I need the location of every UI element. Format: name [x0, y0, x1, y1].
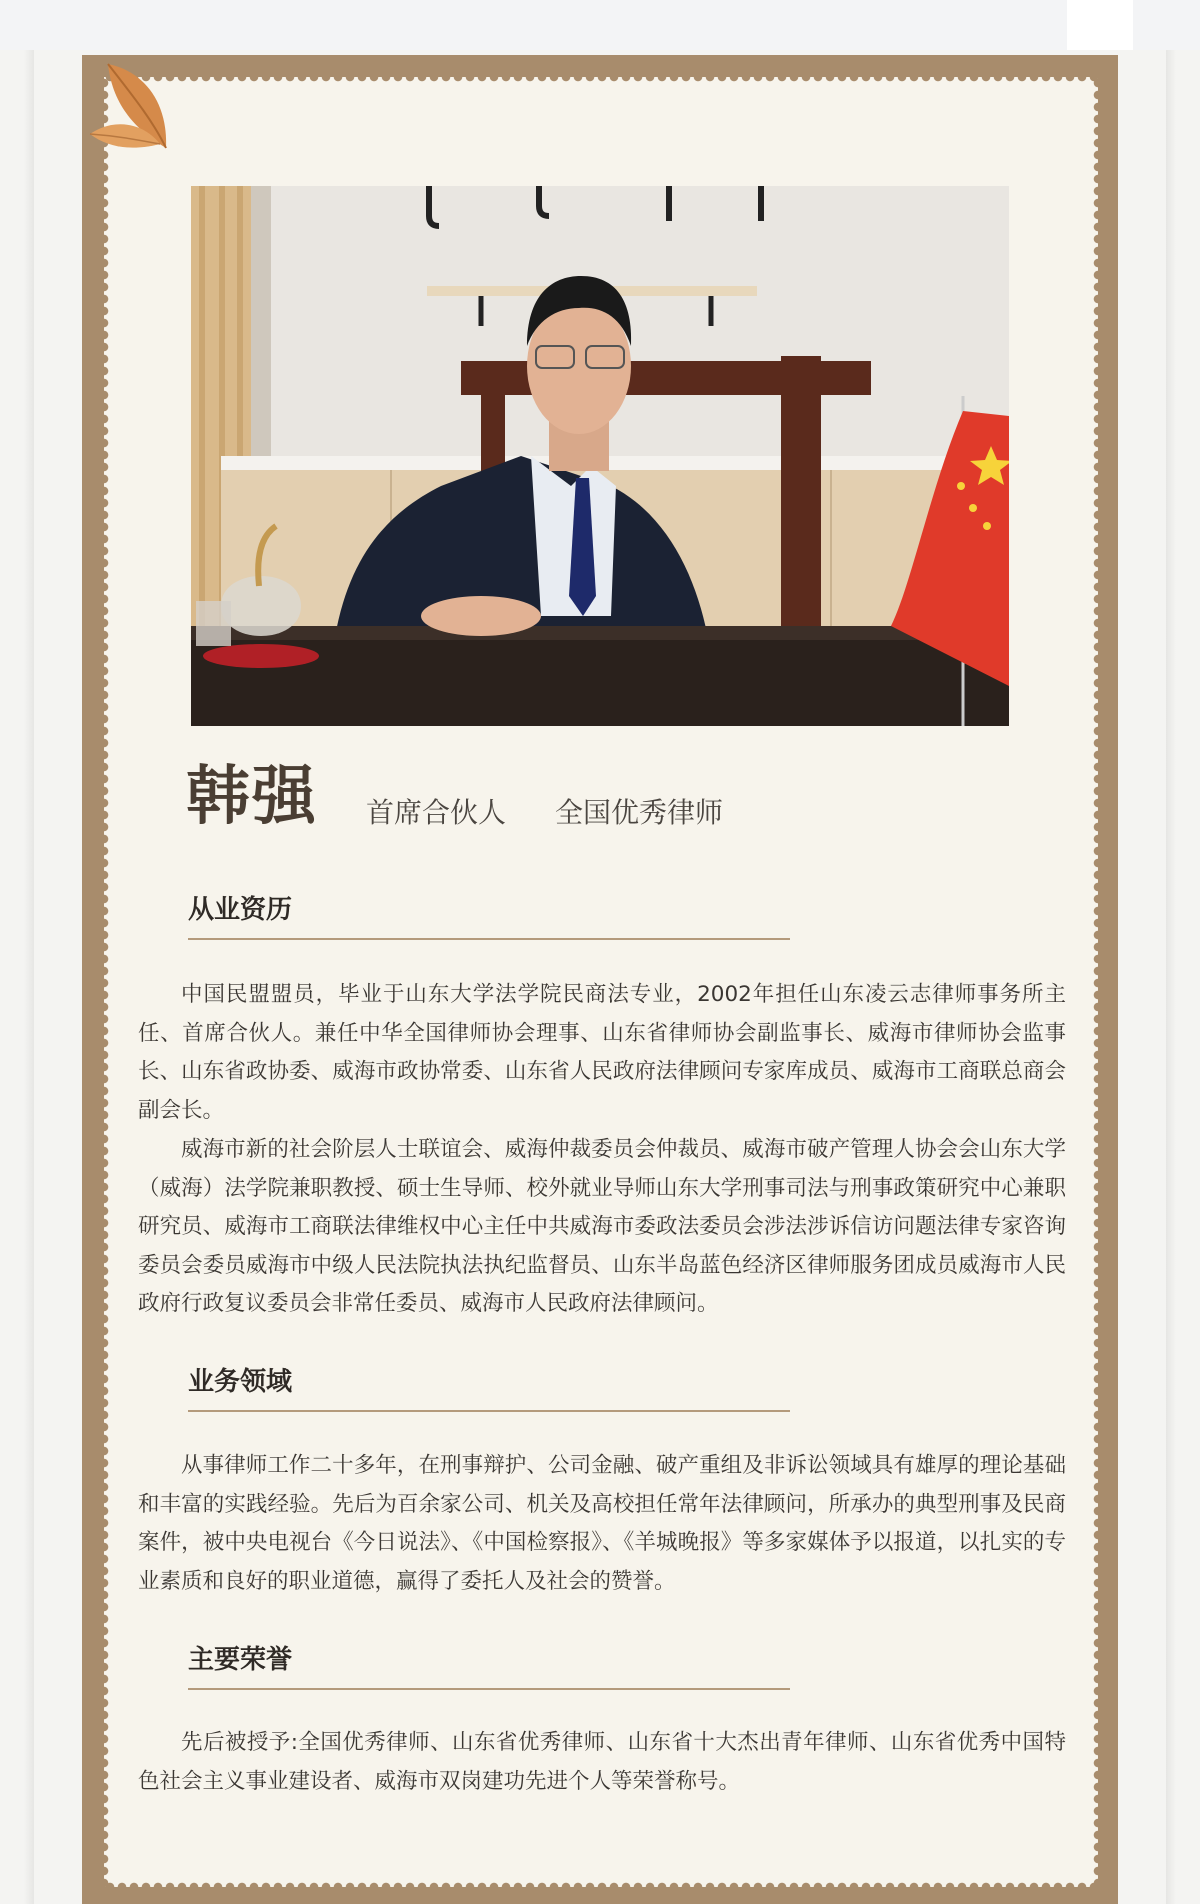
lawyer-portrait-photo	[191, 186, 1009, 726]
page-shadow-left	[24, 50, 34, 1904]
autumn-leaf-icon	[88, 56, 178, 156]
page-shadow-right	[1166, 50, 1176, 1904]
experience-heading: 从业资历	[188, 895, 293, 925]
practice-divider	[188, 1410, 790, 1412]
experience-paragraph-2: 威海市新的社会阶层人士联谊会、威海仲裁委员会仲裁员、威海市破产管理人协会会山东大学（威海）法学院兼职教授、硕士生导师、校外就业导师山东大学刑事司法与刑事政策研究中心兼职研究员、威海市工商联法律维权中心主任中共威海市委政法委员会涉法涉诉信访问题法律专家咨询委员会委员威海市中级人民法院执法执纪监督员、山东半岛蓝色经济区律师服务团成员威海市人民政府行政复议委员会非常任委员、威海市人民政府法律顾问。	[138, 1137, 1066, 1317]
portrait-illustration	[191, 186, 1009, 726]
lawyer-name: 韩强	[186, 759, 318, 834]
title-chief-partner: 首席合伙人	[366, 796, 507, 829]
honors-heading: 主要荣誉	[188, 1645, 293, 1675]
honors-divider	[188, 1688, 790, 1690]
experience-divider	[188, 938, 790, 940]
top-bar	[0, 0, 1200, 50]
top-bar-tab	[1067, 0, 1133, 50]
title-excellent-lawyer: 全国优秀律师	[555, 796, 724, 829]
experience-paragraph-1: 中国民盟盟员，毕业于山东大学法学院民商法专业，2002年担任山东凌云志律师事务所主任、首席合伙人。兼任中华全国律师协会理事、山东省律师协会副监事长、威海市律师协会监事长、山东省政协委、威海市政协常委、山东省人民政府法律顾问专家库成员、威海市工商联总商会副会长。	[138, 982, 1066, 1123]
practice-paragraph: 从事律师工作二十多年，在刑事辩护、公司金融、破产重组及非诉讼领域具有雄厚的理论基础和丰富的实践经验。先后为百余家公司、机关及高校担任常年法律顾问，所承办的典型刑事及民商案件，被中央电视台《今日说法》、《中国检察报》、《羊城晚报》等多家媒体予以报道，以扎实的专业素质和良好的职业道德，赢得了委托人及社会的赞誉。	[138, 1453, 1066, 1594]
honors-paragraph: 先后被授予:全国优秀律师、山东省优秀律师、山东省十大杰出青年律师、山东省优秀中国特色社会主义事业建设者、威海市双岗建功先进个人等荣誉称号。	[138, 1730, 1066, 1794]
practice-heading: 业务领域	[188, 1367, 293, 1397]
